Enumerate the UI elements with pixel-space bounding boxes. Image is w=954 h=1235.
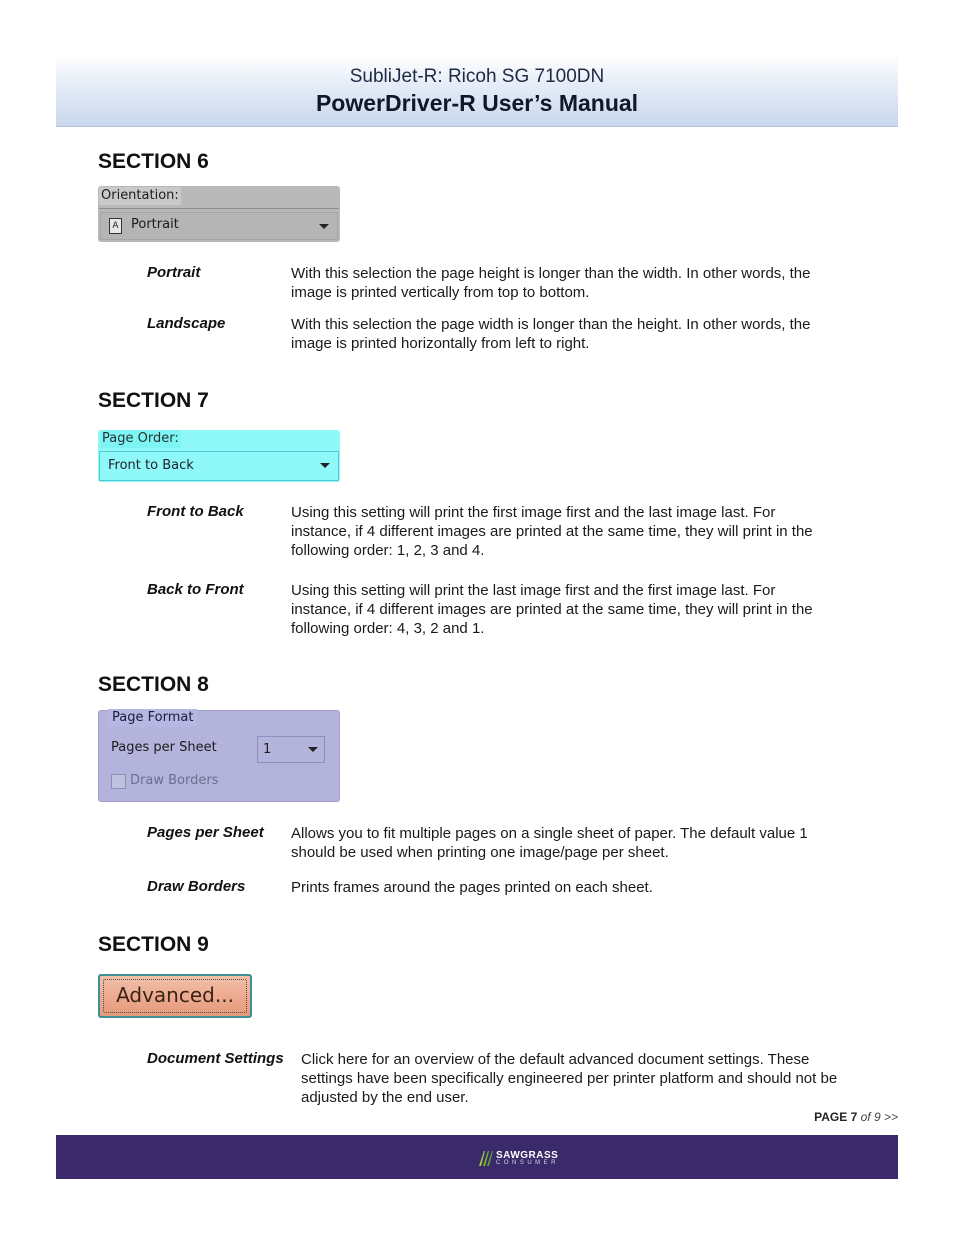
draw-borders-checkbox[interactable] [111, 774, 126, 789]
desc-front-to-back: Using this setting will print the first image first and the last image last. For instance, if 4 different images are printed at the same time, they will print in the following order: 1, 2, 3 and 4. [291, 504, 813, 559]
chevron-down-icon[interactable] [319, 224, 329, 229]
orientation-panel [98, 186, 340, 242]
page-order-selected-value: Front to Back [108, 458, 194, 473]
page-order-label: Page Order: [102, 431, 179, 446]
term-portrait: Portrait [147, 264, 201, 281]
section-6-heading: SECTION 6 [98, 150, 209, 173]
pages-per-sheet-label: Pages per Sheet [111, 740, 217, 755]
desc-landscape: With this selection the page width is longer than the height. In other words, the image is printed horizontally from left to right. [291, 316, 811, 352]
draw-borders-label: Draw Borders [130, 773, 219, 788]
page-number-current: PAGE 7 [814, 1110, 858, 1124]
footer-tagline: CONSUMER [496, 1160, 560, 1166]
page-number-total: of 9 >> [860, 1110, 898, 1124]
pages-per-sheet-value: 1 [263, 742, 272, 757]
section-9-heading: SECTION 9 [98, 933, 209, 956]
term-document-settings: Document Settings [147, 1050, 284, 1067]
page-header [56, 56, 898, 127]
chevron-down-icon[interactable] [320, 463, 330, 468]
section-7-heading: SECTION 7 [98, 389, 209, 412]
advanced-button[interactable] [98, 974, 252, 1018]
page-footer [56, 1135, 898, 1179]
term-draw-borders: Draw Borders [147, 878, 246, 895]
term-front-to-back: Front to Back [147, 503, 244, 520]
orientation-label: Orientation: [101, 188, 179, 203]
desc-portrait: With this selection the page height is longer than the width. In other words, the image is printed vertically from top to bottom. [291, 265, 811, 301]
footer-brand: SAWGRASS [496, 1150, 559, 1161]
page-order-panel [98, 430, 340, 482]
term-back-to-front: Back to Front [147, 581, 244, 598]
section-8-heading: SECTION 8 [98, 673, 209, 696]
page-order-select[interactable] [99, 451, 339, 481]
chevron-down-icon[interactable] [308, 747, 318, 752]
pages-per-sheet-select[interactable] [257, 736, 325, 763]
page-format-panel [98, 710, 340, 802]
term-landscape: Landscape [147, 315, 226, 332]
desc-pages-per-sheet: Allows you to fit multiple pages on a single sheet of paper. The default value 1 should be used when printing one image/page per sheet. [291, 825, 808, 861]
header-subtitle: SubliJet-R: Ricoh SG 7100DN [349, 66, 605, 87]
page-format-label: Page Format [108, 709, 197, 727]
sawgrass-leaf-icon [478, 1149, 494, 1167]
orientation-selected-value: Portrait [131, 217, 179, 232]
desc-draw-borders: Prints frames around the pages printed on each sheet. [291, 879, 653, 896]
divider [99, 208, 339, 209]
header-title: PowerDriver-R User’s Manual [315, 90, 639, 116]
advanced-button-label: Advanced... [116, 983, 234, 1007]
sawgrass-logo [478, 1148, 598, 1168]
portrait-page-icon: A [109, 218, 122, 234]
desc-back-to-front: Using this setting will print the last image first and the first image last. For instance, if 4 different images are printed at the same time, they will print in the following order: 4, 3, 2 and 1. [291, 582, 813, 637]
term-pages-per-sheet: Pages per Sheet [147, 824, 264, 841]
orientation-select[interactable] [100, 212, 338, 240]
desc-document-settings: Click here for an overview of the default advanced document settings. These settings have been specifically engineered per printer platform and should not be adjusted by the end user. [301, 1051, 838, 1106]
page-number [814, 1110, 898, 1124]
